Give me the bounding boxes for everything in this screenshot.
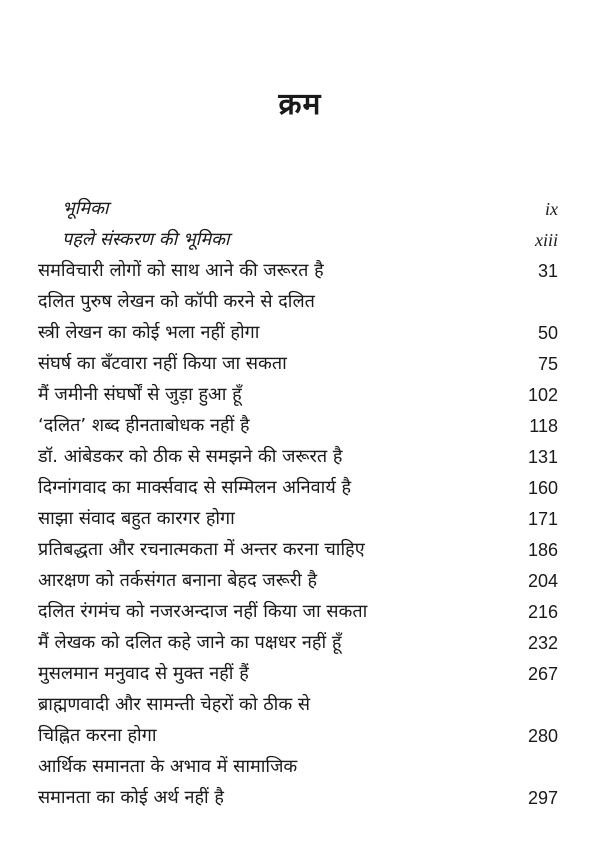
toc-entry-page: ix — [545, 199, 558, 219]
toc-entry-title: आर्थिक समानता के अभाव में सामाजिक — [38, 756, 298, 777]
toc-entry — [38, 407, 558, 438]
toc-entry-title: दलित रंगमंच को नजरअन्दाज नहीं किया जा सकता — [38, 601, 368, 622]
toc-entry — [38, 190, 558, 221]
toc-entry-title: स्त्री लेखन का कोई भला नहीं होगा — [38, 322, 260, 343]
toc-entry-title: समानता का कोई अर्थ नहीं है — [38, 787, 224, 808]
toc-entry — [38, 345, 558, 376]
toc-entry-title: ब्राह्मणवादी और सामन्ती चेहरों को ठीक से — [38, 694, 311, 715]
toc-entry — [38, 717, 558, 748]
toc-entry-page: 118 — [529, 416, 558, 436]
toc-entry-page: 171 — [527, 509, 558, 529]
toc-entry — [38, 748, 558, 779]
toc-entry-page: 232 — [527, 633, 558, 653]
toc-entry — [38, 469, 558, 500]
toc-entry-page: 160 — [527, 478, 558, 498]
toc-entry — [38, 624, 558, 655]
toc-entry-title: मैं जमीनी संघर्षों से जुड़ा हुआ हूँ — [38, 384, 242, 405]
toc-entry-title: दलित पुरुष लेखन को कॉपी करने से दलित — [38, 291, 315, 312]
toc-entry-title: चिह्नित करना होगा — [38, 725, 157, 746]
toc-entry-page: 297 — [527, 788, 558, 808]
toc-entry — [38, 252, 558, 283]
toc-entry — [38, 686, 558, 717]
toc-entry — [38, 438, 558, 469]
toc-entry — [38, 283, 558, 314]
toc-entry-page: 131 — [527, 447, 558, 467]
toc-entry-title: ‘दलित’ शब्द हीनताबोधक नहीं है — [38, 415, 250, 436]
toc-entry-page: 50 — [537, 323, 558, 343]
toc-entry — [38, 531, 558, 562]
page-title: क्रम — [278, 87, 322, 122]
toc-entry-title: समविचारी लोगों को साथ आने की जरूरत है — [38, 260, 324, 281]
toc-entry-title: पहले संस्करण की भूमिका — [62, 229, 230, 250]
toc-entry — [38, 314, 558, 345]
toc-entry-page: 31 — [537, 261, 558, 281]
toc-entry — [38, 593, 558, 624]
toc-entry-title: दिग्नांगवाद का मार्क्सवाद से सम्मिलन अनिवार्य है — [38, 477, 352, 498]
toc-entry — [38, 655, 558, 686]
toc-entry — [38, 779, 558, 810]
toc-entry-page: 204 — [527, 571, 558, 591]
toc-entry-page: 280 — [527, 726, 558, 746]
toc-entry-title: डॉ. आंबेडकर को ठीक से समझने की जरूरत है — [38, 446, 343, 467]
toc-entry-page: 216 — [527, 602, 558, 622]
toc-entry-page: 75 — [537, 354, 558, 374]
toc-entry-title: आरक्षण को तर्कसंगत बनाना बेहद जरूरी है — [38, 570, 318, 591]
toc-entry — [38, 500, 558, 531]
toc-entry-page: 267 — [527, 664, 558, 684]
toc-entry-title: प्रतिबद्धता और रचनात्मकता में अन्तर करना चाहिए — [38, 539, 365, 560]
toc-entry-title: भूमिका — [62, 198, 109, 219]
toc-entry-page: 102 — [527, 385, 558, 405]
toc-entry-title: संघर्ष का बँटवारा नहीं किया जा सकता — [38, 353, 287, 374]
toc-entry-title: साझा संवाद बहुत कारगर होगा — [38, 508, 235, 529]
toc-entry-title: मुसलमान मनुवाद से मुक्त नहीं हैं — [38, 663, 249, 684]
toc-entry — [38, 376, 558, 407]
toc-entry-page: xiii — [535, 230, 558, 250]
toc-entry-title: मैं लेखक को दलित कहे जाने का पक्षधर नहीं हूँ — [38, 632, 342, 653]
toc-entry — [38, 562, 558, 593]
table-of-contents — [38, 190, 558, 810]
toc-entry-page: 186 — [527, 540, 558, 560]
toc-entry — [38, 221, 558, 252]
